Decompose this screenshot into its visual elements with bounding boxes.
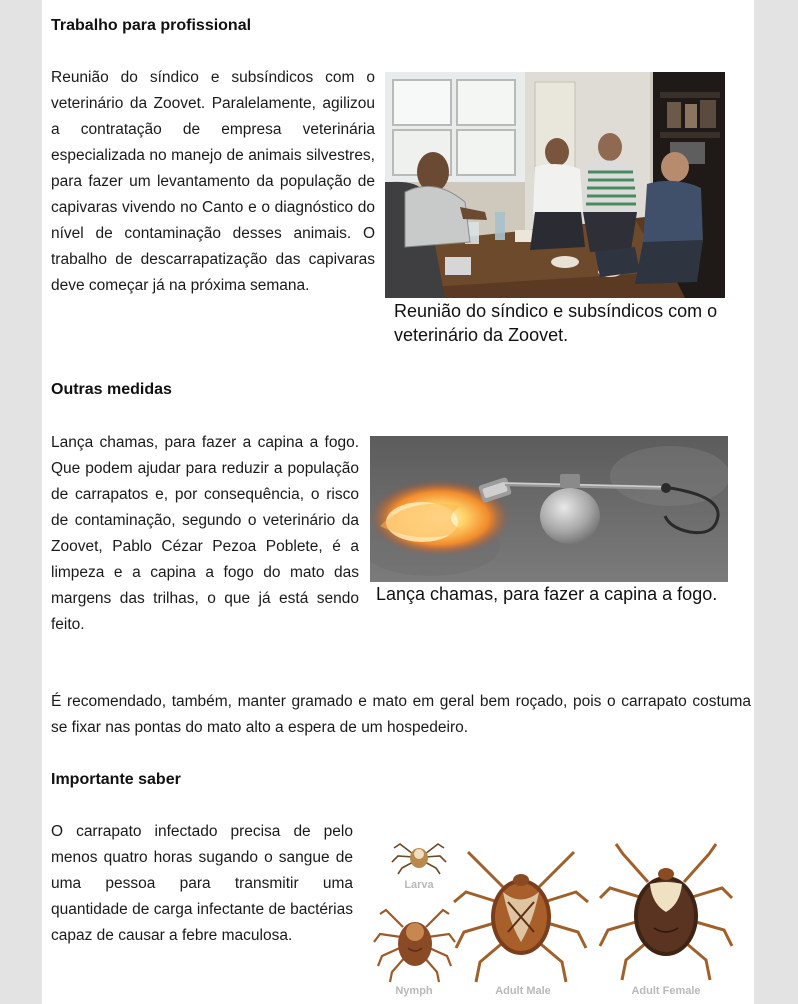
section-heading-trabalho: Trabalho para profissional [51,17,252,34]
tick-life-stages-illustration [368,832,738,1002]
meeting-photo-caption: Reunião do síndico e subsíndicos com o veterinário da Zoovet. [394,301,718,345]
tick-larva-label: Larva [404,879,434,891]
meeting-photo-illustration [385,72,725,298]
flamethrower-photo [370,436,728,582]
tick-life-stages-image [368,832,738,1002]
flamethrower-illustration [370,436,728,582]
section-paragraph-outras-medidas: Lança chamas, para fazer a capina a fogo. Que podem ajudar para reduzir a população de carrapatos e, por consequência, o risco de contaminação, segundo o veterinário da Zoovet, Pablo Cézar Pezoa Poblete, é a limpeza e a capina a fogo do mato das margens das trilhas, o que já está sendo feito. [51,434,359,633]
section-heading-outras-medidas: Outras medidas [51,381,172,398]
section-paragraph-trabalho: Reunião do síndico e subsíndicos com o veterinário da Zoovet. Paralelamente, agilizou a contratação de empresa veterinária especializada no manejo de animais silvestres, para fazer um levantamento da população de capivaras vivendo no Canto e o diagnóstico do nível de contaminação desses animais. O trabalho de descarrapatização das capivaras deve começar já na próxima semana. [51,69,375,294]
section-heading-importante-saber: Importante saber [51,771,181,788]
tick-nymph-label: Nymph [395,985,433,997]
section-paragraph-recomendado: É recomendado, também, manter gramado e mato em geral bem roçado, pois o carrapato costuma se fixar nas pontas do mato alto a espera de um hospedeiro. [51,693,751,736]
flamethrower-photo-caption: Lança chamas, para fazer a capina a fogo. [376,584,718,604]
tick-adult-male-label: Adult Male [495,985,551,997]
article-page [42,0,754,1004]
meeting-photo [385,72,725,298]
tick-adult-female-label: Adult Female [631,985,701,997]
section-paragraph-importante-saber: O carrapato infectado precisa de pelo menos quatro horas sugando o sangue de uma pessoa para transmitir uma quantidade de carga infectante de bactérias capaz de causar a febre maculosa. [51,823,353,944]
